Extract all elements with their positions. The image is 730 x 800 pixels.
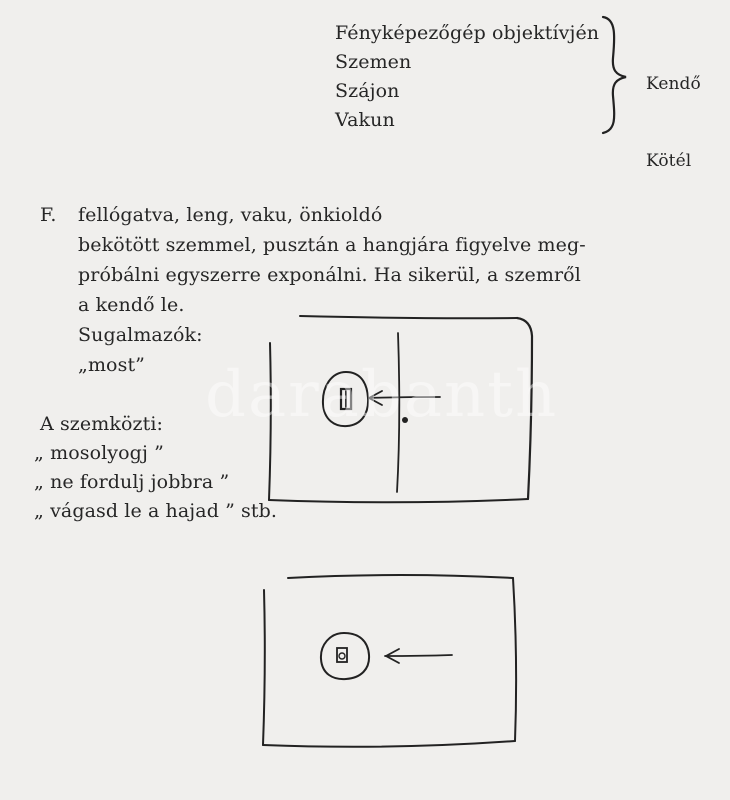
section-line: a kendő le. [78,294,185,316]
curly-brace [603,17,626,133]
section-line: bekötött szemmel, pusztán a hangjára figyelve meg- [78,234,586,256]
list-item-eye: Szemen [335,51,412,73]
arrow-left-icon [385,649,452,663]
section-line: próbálni egyszerre exponálni. Ha sikerül, a szemről [78,264,581,286]
list-item-mouth: Szájon [335,80,400,102]
quote-line: „ vágasd le a hajad ” stb. [34,500,278,522]
list-item-flash: Vakun [335,109,395,131]
quote-line: „ mosolyogj ” [34,442,164,464]
egg-with-camera-2 [321,633,369,679]
szemkozti-heading: A szemközti: [40,413,164,435]
list-item-camera-lens: Fényképezőgép objektívjén [335,22,600,44]
section-line: Sugalmazók: [78,324,203,346]
quote-line: „ ne fordulj jobbra ” [34,471,230,493]
section-line: „most” [78,354,145,376]
label-rope: Kötél [646,151,692,171]
brace-label-blindfold: Kendő [646,74,701,94]
section-line: fellógatva, leng, vaku, önkioldó [78,204,383,226]
watermark: darabanth [205,358,559,432]
sketch-frame-2 [263,575,516,747]
section-marker: F. [40,204,57,226]
